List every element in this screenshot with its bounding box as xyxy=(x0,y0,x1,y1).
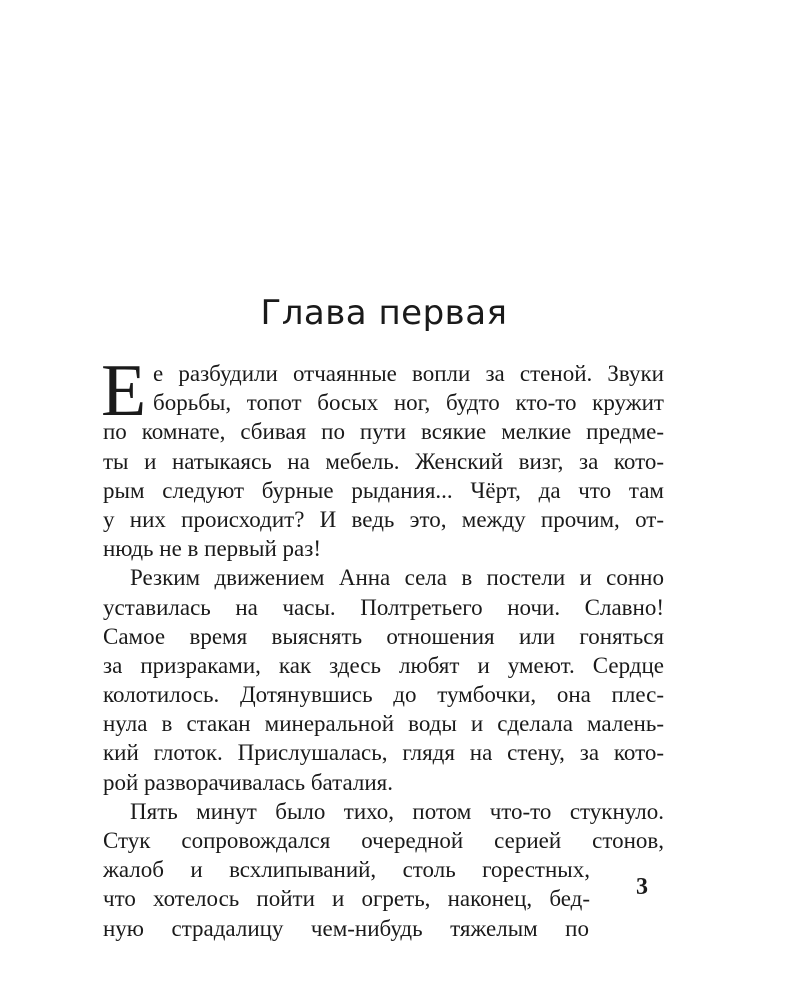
text-line: Резким движением Анна села в постели и сонно xyxy=(130,565,664,591)
text-line: Стук сопровождался очередной серией стонов, xyxy=(103,828,664,853)
text-line: по комнате, сбивая по пути всякие мелкие предме- xyxy=(103,419,664,445)
drop-cap: Е xyxy=(101,350,147,432)
text-line: ную страдалицу чем-нибудь тяжелым по xyxy=(103,915,589,941)
text-line: рой разворачивалась баталия. xyxy=(103,769,393,795)
chapter-title: Глава первая xyxy=(260,293,508,333)
body-text xyxy=(103,359,664,943)
text-line: нюдь не в первый раз! xyxy=(103,536,321,562)
text-line: е разбудили отчаянные вопли за стеной. Звуки xyxy=(153,361,664,386)
text-line: жалоб и всхлипываний, столь горестных, xyxy=(103,857,590,883)
text-line: за призраками, как здесь любят и умеют. Сердце xyxy=(103,652,664,678)
text-line: ты и натыкаясь на мебель. Женский визг, за кото- xyxy=(103,448,664,474)
text-line: колотилось. Дотянувшись до тумбочки, она плес- xyxy=(103,682,664,708)
page-number: 3 xyxy=(636,874,648,900)
text-line: Пять минут было тихо, потом что-то стукнуло. xyxy=(130,798,664,824)
text-line: рым следуют бурные рыдания... Чёрт, да что там xyxy=(103,477,664,503)
text-line: борьбы, топот босых ног, будто кто-то кружит xyxy=(153,390,664,416)
text-line: у них происходит? И ведь это, между прочим, от- xyxy=(103,506,664,532)
text-line: кий глоток. Прислушалась, глядя на стену, за кото- xyxy=(103,740,664,766)
text-line: нула в стакан минеральной воды и сделала малень- xyxy=(103,711,664,737)
text-line: что хотелось пойти и огреть, наконец, бед- xyxy=(103,886,590,912)
text-line: Самое время выяснять отношения или гоняться xyxy=(103,623,664,649)
text-line: уставилась на часы. Полтретьего ночи. Славно! xyxy=(103,594,664,620)
